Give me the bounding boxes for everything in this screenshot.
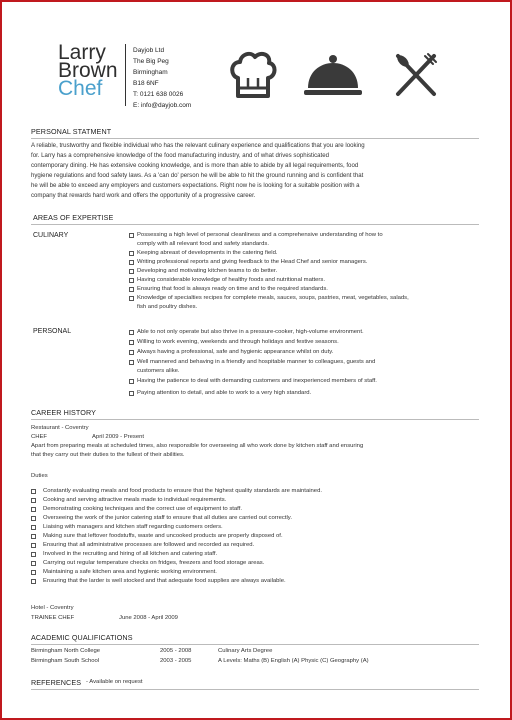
- section-rule: [31, 644, 479, 645]
- dates-2: June 2008 - April 2009: [119, 615, 178, 621]
- bullet-box: [129, 233, 134, 238]
- school-name: Birmingham North College: [31, 648, 101, 654]
- bullet-box: [31, 561, 36, 566]
- contact-postcode: B18 6NF: [133, 80, 159, 87]
- career-heading: CAREER HISTORY: [31, 408, 97, 417]
- bullet-box: [129, 287, 134, 292]
- contact-city: Birmingham: [133, 69, 168, 76]
- header-divider: [125, 44, 126, 106]
- personal-label: PERSONAL: [33, 328, 72, 335]
- last-name: Brown: [58, 59, 118, 82]
- duty-item: Carrying out regular temperature checks on fridges, freezers and food storage areas.: [43, 560, 265, 566]
- bullet-box: [31, 525, 36, 530]
- duty-item: Constantly evaluating meals and food products to ensure that the highest quality standards are maintained.: [43, 488, 322, 494]
- school-qualification: Culinary Arts Degree: [218, 648, 273, 654]
- school-qualification: A Levels: Maths (B) English (A) Physic (C) Geography (A): [218, 658, 369, 664]
- expertise-heading: AREAS OF EXPERTISE: [33, 213, 114, 222]
- bullet-box: [129, 330, 134, 335]
- duty-item: Ensuring that the larder is well stocked and that adequate food supplies are always available.: [43, 578, 286, 584]
- references-text: - Available on request: [86, 679, 143, 685]
- role-description: Apart from preparing meals at scheduled times, also responsible for overseeing all who work done by kitchen staff and ensuring: [31, 443, 364, 449]
- bullet-box: [129, 269, 134, 274]
- bullet-box: [129, 391, 134, 396]
- dates-1: April 2009 - Present: [92, 434, 145, 440]
- personal-item: Well mannered and behaving in a friendly and hospitable manner to colleagues, guests and: [137, 359, 376, 365]
- section-rule: [31, 419, 479, 420]
- bullet-box: [31, 507, 36, 512]
- personal-item: Able to not only operate but also thrive in a pressure-cooker, high-volume environment.: [137, 329, 364, 335]
- bullet-box: [31, 570, 36, 575]
- bullet-box: [129, 340, 134, 345]
- contact-email[interactable]: E: info@dayjob.com: [133, 102, 192, 109]
- academic-heading: ACADEMIC QUALIFICATIONS: [31, 633, 133, 642]
- bullet-box: [31, 579, 36, 584]
- culinary-item-cont: comply with all relevant food and safety standards.: [137, 241, 269, 247]
- role-1: CHEF: [31, 434, 48, 440]
- personal-item: Willing to work evening, weekends and through holidays and festive seasons.: [137, 339, 339, 345]
- duty-item: Liaising with managers and kitchen staff regarding customers orders.: [43, 524, 223, 530]
- bullet-box: [129, 278, 134, 283]
- section-rule: [31, 224, 479, 225]
- personal-item: Paying attention to detail, and able to work to a very high standard.: [137, 390, 312, 396]
- bullet-box: [129, 251, 134, 256]
- duty-item: Involved in the recruiting and hiring of all kitchen and catering staff.: [43, 551, 218, 557]
- school-dates: 2003 - 2005: [160, 658, 192, 664]
- personal-item: Having the patience to deal with demanding customers and inexperienced members of staff.: [137, 378, 377, 384]
- bullet-box: [31, 552, 36, 557]
- duties-label: Duties: [31, 473, 48, 479]
- statement-line: A reliable, trustworthy and flexible individual who has the relevant culinary experience and qualifications that you are looking: [31, 142, 365, 149]
- culinary-item: Ensuring that food is always ready on time and to the required standards.: [137, 286, 328, 292]
- personal-item: Always having a professional, safe and hygienic appearance whilst on duty.: [137, 349, 334, 355]
- chef-hat-icon: [228, 48, 278, 102]
- statement-line: he will be able to exceed any employers and customers expectations. Right now he is looking for a suitable position with a: [31, 182, 360, 189]
- cloche-icon: [302, 52, 364, 98]
- fork-knife-icon: [390, 50, 442, 100]
- bullet-box: [31, 534, 36, 539]
- employer-2: Hotel - Coventry: [31, 605, 74, 611]
- culinary-item: Developing and motivating kitchen teams to do better.: [137, 268, 278, 274]
- duty-item: Maintaining a safe kitchen area and hygienic working environment.: [43, 569, 217, 575]
- culinary-item: Writing professional reports and giving feedback to the Head Chef and senior managers.: [137, 259, 368, 265]
- first-name: Larry: [58, 41, 106, 64]
- resume-page: [6, 6, 508, 716]
- contact-street: The Big Peg: [133, 58, 169, 65]
- contact-phone: T: 0121 638 0026: [133, 91, 184, 98]
- duty-item: Overseeing the work of the junior catering staff to ensure that all duties are carried out correctly.: [43, 515, 292, 521]
- culinary-item-cont: fish and poultry dishes.: [137, 304, 198, 310]
- personal-item-cont: customers alike.: [137, 368, 180, 374]
- personal-statement-heading: PERSONAL STATMENT: [31, 127, 112, 136]
- bullet-box: [129, 350, 134, 355]
- job-title: Chef: [58, 77, 103, 100]
- culinary-item: Having considerable knowledge of healthy foods and nutritional matters.: [137, 277, 325, 283]
- bullet-box: [31, 543, 36, 548]
- statement-line: hygiene regulations and food safety laws. As a 'can do' person he will be able to hit the ground running and is confident that: [31, 172, 364, 179]
- school-dates: 2005 - 2008: [160, 648, 192, 654]
- culinary-item: Keeping abreast of developments in the catering field.: [137, 250, 278, 256]
- bullet-box: [129, 360, 134, 365]
- employer-1: Restaurant - Coventry: [31, 425, 89, 431]
- statement-line: contemporary dining. He has extensive cooking knowledge, and is more than able to abide by all legal requirements, food: [31, 162, 359, 169]
- references-heading: REFERENCES: [31, 678, 82, 687]
- statement-line: company that rewards hard work and offers the opportunity of a progressive career.: [31, 192, 256, 199]
- culinary-label: CULINARY: [33, 232, 69, 239]
- duty-item: Cooking and serving attractive meals made to individual requirements.: [43, 497, 227, 503]
- duty-item: Ensuring that all administrative processes are followed and recorded as required.: [43, 542, 255, 548]
- school-name: Birmingham South School: [31, 658, 100, 664]
- statement-line: for. Larry has a comprehensive knowledge of the food manufacturing industry, and of what drives sophisticated: [31, 152, 329, 159]
- bullet-box: [129, 296, 134, 301]
- bullet-box: [129, 379, 134, 384]
- section-rule: [31, 689, 479, 690]
- culinary-item: Possessing a high level of personal cleanliness and a comprehensive understanding of how to: [137, 232, 383, 238]
- bullet-box: [129, 260, 134, 265]
- role-description: that they carry out their duties to the fullest of their abilities.: [31, 452, 185, 458]
- role-2: TRAINEE CHEF: [31, 615, 75, 621]
- contact-company: Dayjob Ltd: [133, 47, 165, 54]
- duty-item: Making sure that leftover foodstuffs, waste and uncooked products are properly disposed of.: [43, 533, 283, 539]
- bullet-box: [31, 498, 36, 503]
- bullet-box: [31, 516, 36, 521]
- bullet-box: [31, 489, 36, 494]
- duty-item: Demonstrating cooking techniques and the correct use of equipment to staff.: [43, 506, 242, 512]
- section-rule: [31, 138, 479, 139]
- culinary-item: Knowledge of specialties recipes for complete meals, sauces, soups, pastries, meat, vegetables, salads,: [137, 295, 409, 301]
